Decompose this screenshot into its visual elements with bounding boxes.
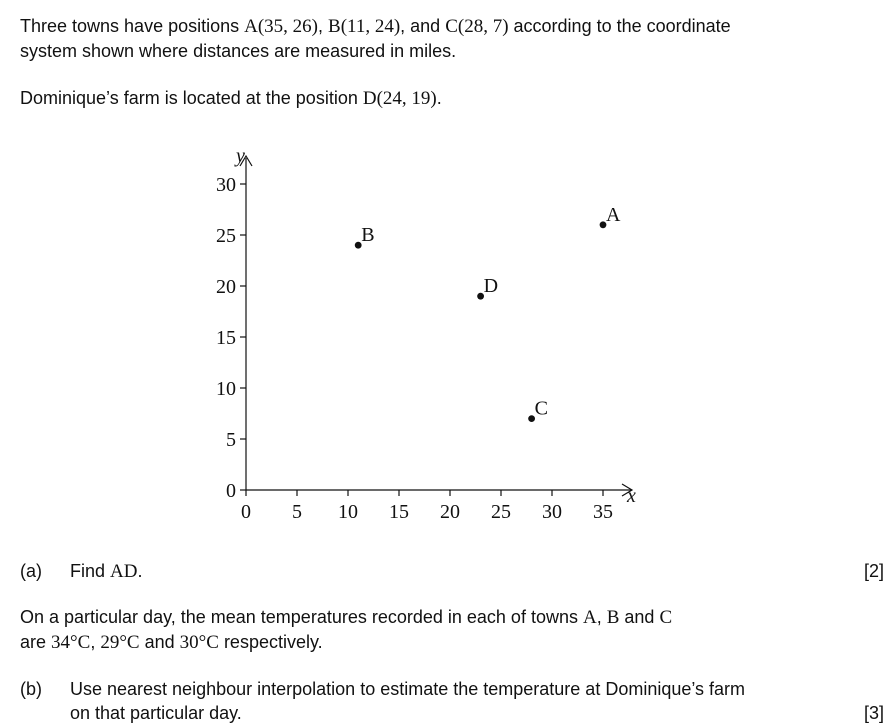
part-a-marks: [2] [863,561,884,581]
intro-and: , and [400,16,446,36]
temps-are: are [20,632,52,652]
part-a-label: (a) [20,561,42,581]
part-b-line-2: on that particular day. [70,703,242,723]
intro-line-2: system shown where distances are measured in miles. [20,41,457,61]
y-tick-label: 10 [216,378,236,400]
temps-sep2: , [90,632,101,652]
point-c-coords: C(28, 7) [445,16,509,37]
temp-a: 34°C [51,632,91,653]
town-a: A [582,607,597,628]
part-b-question [70,677,745,725]
part-a-text: Find [70,561,111,581]
intro-text: Three towns have positions [20,16,245,36]
temp-c: 30°C [179,632,219,653]
y-tick-label: 0 [226,480,236,502]
town-b: B [606,607,620,628]
x-tick-label: 5 [292,501,302,523]
temps-end: respectively. [218,632,323,652]
point-label-c: C [534,397,548,420]
point-label-d: D [483,275,499,298]
point-d-coords: D(24, 19) [362,88,437,109]
y-tick-label: 20 [216,276,236,298]
y-tick-label: 30 [216,174,236,196]
temps-and: and [619,607,660,627]
x-tick-label: 10 [338,501,358,523]
part-a-math: AD [110,561,138,582]
x-tick-label: 30 [542,501,562,523]
y-tick-label: 15 [216,327,236,349]
y-axis-label: y [236,145,245,167]
point-b-coords: B(11, 24) [328,16,401,37]
part-a-end: . [137,561,143,581]
temps-paragraph [20,605,672,655]
x-tick-label: 15 [389,501,409,523]
temps-line-1 [20,605,672,630]
part-b-line-1: Use nearest neighbour interpolation to estimate the temperature at Dominique’s farm [70,679,746,699]
point-a-coords: A(35, 26) [244,16,319,37]
part-b-label: (b) [20,679,42,699]
farm-text: Dominique’s farm is located at the position [20,88,363,108]
temp-b: 29°C [100,632,140,653]
intro-text-end: according to the coordinate [508,16,731,36]
intro-sep: , [318,16,329,36]
x-tick-label: 35 [593,501,613,523]
point-label-b: B [361,224,375,247]
x-tick-label: 20 [440,501,460,523]
x-tick-label: 25 [491,501,511,523]
temps-sep: , [596,607,607,627]
y-tick-label: 5 [226,429,236,451]
part-a-question [70,559,143,584]
x-axis-label: x [627,485,636,507]
town-c: C [659,607,673,628]
point-label-a: A [606,203,621,226]
farm-end: . [436,88,442,108]
temps-text: On a particular day, the mean temperatures recorded in each of towns [20,607,583,627]
x-tick-label: 0 [241,501,251,523]
temps-and2: and [139,632,180,652]
temps-line-2 [20,630,672,655]
y-tick-label: 25 [216,225,236,247]
part-b-marks: [3] [863,703,884,723]
